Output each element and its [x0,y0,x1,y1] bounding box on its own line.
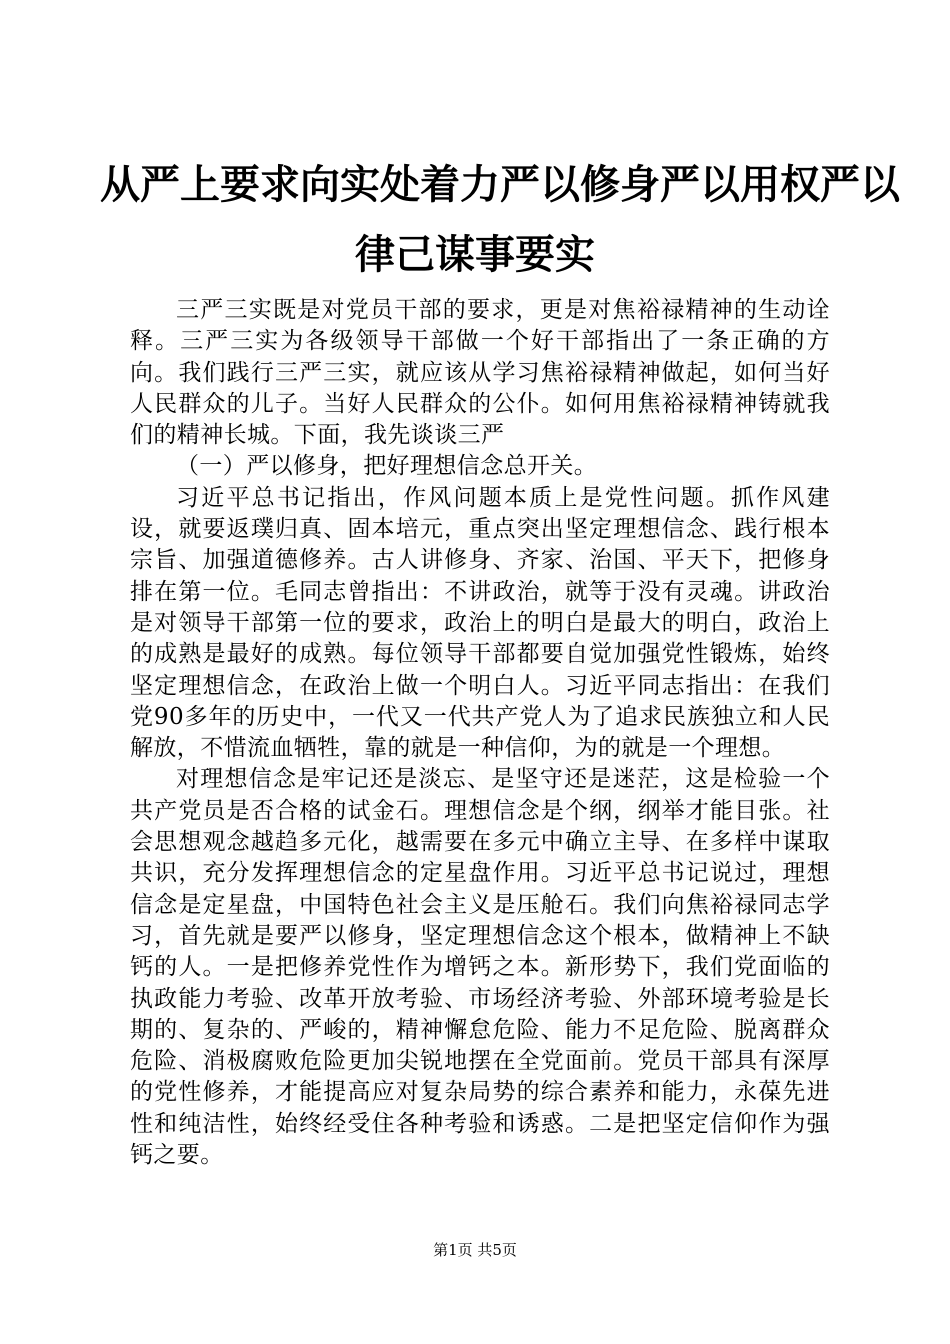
title-line-1: 从严上要求向实处着力严以修身严以用权严以 [100,161,900,208]
page-footer: 第1页 共5页 [433,1241,517,1259]
document-body [130,295,830,1171]
paragraph-ideals: 对理想信念是牢记还是淡忘、是坚守还是迷茫，这是检验一个共产党员是否合格的试金石。理想信念是个纲，纲举才能目张。社会思想观念越趋多元化，越需要在多元中确立主导、在多样中谋取共识，充分发挥理想信念的定星盘作用。习近平总书记说过，理想信念是定星盘，中国特色社会主义是压舱石。我们向焦裕禄同志学习，首先就是要严以修身，坚定理想信念这个根本，做精神上不缺钙的人。一是把修养党性作为增钙之本。新形势下，我们党面临的执政能力考验、改革开放考验、市场经济考验、外部环境考验是长期的、复杂的、严峻的，精神懈怠危险、能力不足危险、脱离群众危险、消极腐败危险更加尖锐地摆在全党面前。党员干部具有深厚的党性修养，才能提高应对复杂局势的综合素养和能力，永葆先进性和纯洁性，始终经受住各种考验和诱惑。二是把坚定信仰作为强钙之要。 [130,766,830,1169]
section-heading: （一）严以修身，把好理想信念总开关。 [176,453,598,480]
paragraph-xi-quote: 习近平总书记指出，作风问题本质上是党性问题。抓作风建设，就要返璞归真、固本培元，重点突出坚定理想信念、践行根本宗旨、加强道德修养。古人讲修身、齐家、治国、平天下，把修身排在第一位。毛同志曾指出：不讲政治，就等于没有灵魂。讲政治是对领导干部第一位的要求，政治上的明白是最大的明白，政治上的成熟是最好的成熟。每位领导干部都要自觉加强党性锻炼，始终坚定理想信念，在政治上做一个明白人。习近平同志指出：在我们党90多年的历史中，一代又一代共产党人为了追求民族独立和人民解放，不惜流血牺牲，靠的就是一种信仰，为的就是一个理想。 [130,484,830,762]
paragraph-intro: 三严三实既是对党员干部的要求，更是对焦裕禄精神的生动诠释。三严三实为各级领导干部做一个好干部指出了一条正确的方向。我们践行三严三实，就应该从学习焦裕禄精神做起，如何当好人民群众的儿子。当好人民群众的公仆。如何用焦裕禄精神铸就我们的精神长城。下面，我先谈谈三严 [130,297,830,449]
document-title [100,150,900,290]
title-line-2: 律己谋事要实 [355,231,595,278]
